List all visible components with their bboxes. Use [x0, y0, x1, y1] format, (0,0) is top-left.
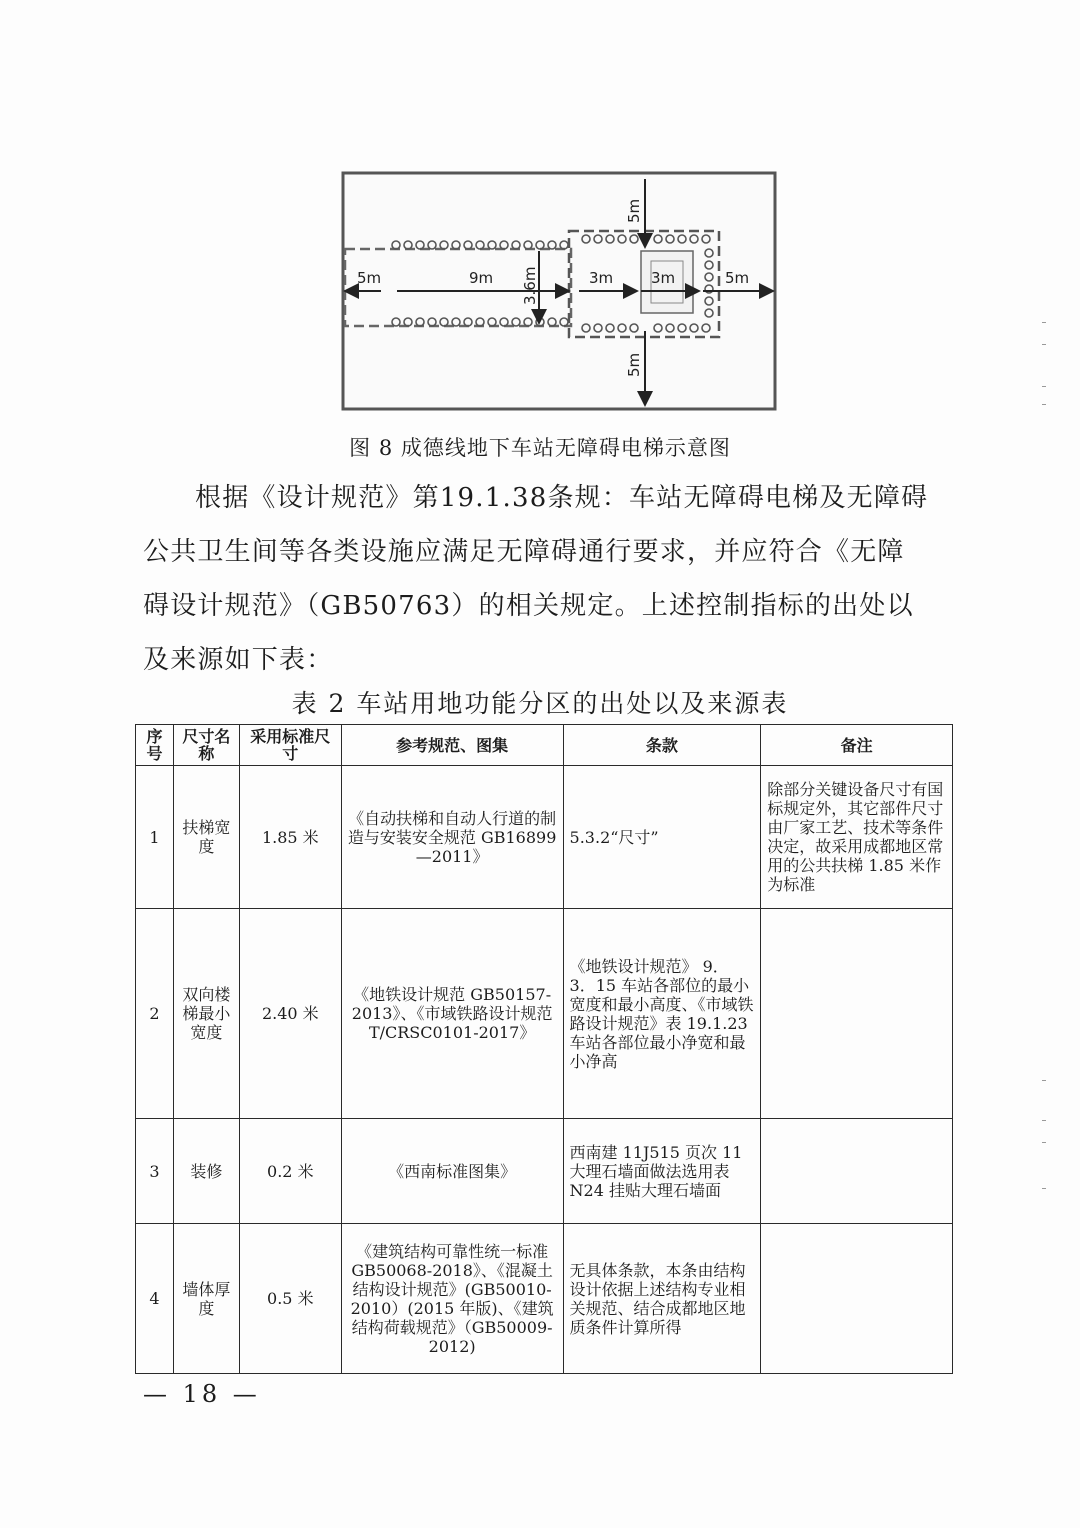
header-standard: 采用标准尺寸	[239, 725, 341, 766]
cab-width-label: 3m	[651, 269, 676, 287]
body-paragraph	[143, 471, 943, 687]
right-clearance-label: 5m	[725, 269, 750, 287]
cell-index: 3	[136, 1119, 174, 1224]
top-clearance-label: 5m	[625, 198, 643, 223]
header-remark: 备注	[761, 725, 953, 766]
margin-mark	[1042, 386, 1046, 387]
cell-clause: 5.3.2“尺寸”	[563, 766, 761, 909]
cell-name: 墙体厚度	[173, 1224, 239, 1374]
table-title: 表 2 车站用地功能分区的出处以及来源表	[291, 689, 789, 718]
cell-reference: 《建筑结构可靠性统一标准 GB50068-2018》、《混凝土结构设计规范》(GB50010-2010）(2015 年版)、《建筑结构荷载规范》（GB50009-2012)	[341, 1224, 563, 1374]
table-row	[136, 1224, 953, 1374]
margin-mark	[1042, 1142, 1046, 1143]
cell-standard: 0.2 米	[239, 1119, 341, 1224]
source-table	[135, 724, 953, 1374]
corridor-length-label: 9m	[469, 269, 494, 287]
header-clause: 条款	[563, 725, 761, 766]
margin-mark	[1042, 404, 1046, 405]
paragraph-line: 公共卫生间等各类设施应满足无障碍通行要求，并应符合《无障	[143, 537, 905, 567]
paragraph-line: 及来源如下表：	[143, 645, 334, 675]
cell-name: 扶梯宽度	[173, 766, 239, 909]
corridor-width-label: 3.6m	[521, 266, 539, 305]
table-row	[136, 909, 953, 1119]
cell-index: 2	[136, 909, 174, 1119]
cell-reference: 《自动扶梯和自动人行道的制造与安装安全规范 GB16899—2011》	[341, 766, 563, 909]
cell-standard: 0.5 米	[239, 1224, 341, 1374]
margin-mark	[1042, 1120, 1046, 1121]
elevator-diagram-svg	[341, 171, 777, 411]
table-row	[136, 766, 953, 909]
cell-index: 4	[136, 1224, 174, 1374]
cell-clause: 无具体条款，本条由结构设计依据上述结构专业相关规范、结合成都地区地质条件计算所得	[563, 1224, 761, 1374]
paragraph-line: 碍设计规范》（GB50763）的相关规定。上述控制指标的出处以	[143, 591, 914, 621]
cell-name: 装修	[173, 1119, 239, 1224]
margin-mark	[1042, 344, 1046, 345]
cell-reference: 《西南标准图集》	[341, 1119, 563, 1224]
margin-mark	[1042, 1188, 1046, 1189]
header-name: 尺寸名称	[173, 725, 239, 766]
paragraph-line: 根据《设计规范》第19.1.38条规：车站无障碍电梯及无障碍	[195, 483, 929, 513]
table-header-row	[136, 725, 953, 766]
cell-name: 双向楼梯最小宽度	[173, 909, 239, 1119]
margin-mark	[1042, 322, 1046, 323]
cell-clause: 《地铁设计规范》 9．3．15 车站各部位的最小宽度和最小高度、《市域铁路设计规范》表 19.1.23 车站各部位最小净宽和最小净高	[563, 909, 761, 1119]
header-reference: 参考规范、图集	[341, 725, 563, 766]
cell-remark	[761, 909, 953, 1119]
cell-index: 1	[136, 766, 174, 909]
header-index: 序号	[136, 725, 174, 766]
left-clearance-label: 5m	[357, 269, 382, 287]
cell-clause: 西南建 11J515 页次 11 大理石墙面做法选用表 N24 挂贴大理石墙面	[563, 1119, 761, 1224]
cell-standard: 1.85 米	[239, 766, 341, 909]
cell-standard: 2.40 米	[239, 909, 341, 1119]
page-number: — 18 —	[143, 1380, 261, 1408]
table-row	[136, 1119, 953, 1224]
cell-remark: 除部分关键设备尺寸有国标规定外，其它部件尺寸由厂家工艺、技术等条件决定，故采用成都地区常用的公共扶梯 1.85 米作为标准	[761, 766, 953, 909]
approach-length-label: 3m	[589, 269, 614, 287]
margin-mark	[1042, 1080, 1046, 1081]
elevator-diagram	[341, 171, 777, 411]
figure-caption: 图 8 成德线地下车站无障碍电梯示意图	[349, 436, 731, 460]
bottom-clearance-label: 5m	[625, 352, 643, 377]
cell-remark	[761, 1224, 953, 1374]
cell-remark	[761, 1119, 953, 1224]
cell-reference: 《地铁设计规范 GB50157-2013》、《市域铁路设计规范 T/CRSC0101-2017》	[341, 909, 563, 1119]
